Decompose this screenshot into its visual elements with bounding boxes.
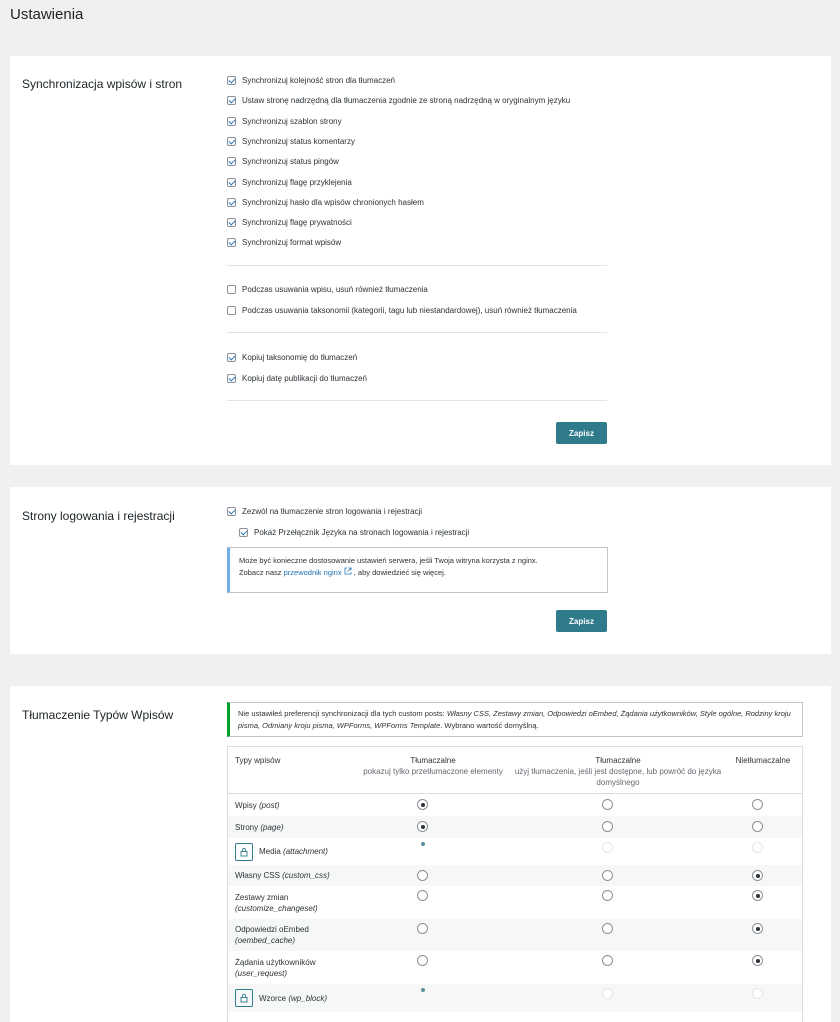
sync-option-checkbox[interactable] bbox=[227, 374, 367, 383]
translation-mode-radio[interactable] bbox=[752, 821, 763, 832]
separator bbox=[227, 332, 607, 333]
translation-mode-radio[interactable] bbox=[602, 799, 613, 810]
checkbox-label: Kopiuj datę publikacji do tłumaczeń bbox=[242, 374, 367, 383]
separator bbox=[227, 400, 607, 401]
disabled-radio bbox=[602, 842, 613, 853]
sync-option-checkbox[interactable] bbox=[227, 96, 570, 105]
post-type-label bbox=[235, 800, 279, 811]
translation-mode-radio[interactable] bbox=[752, 923, 763, 934]
lock-icon[interactable] bbox=[235, 989, 253, 1007]
checkbox-box[interactable] bbox=[227, 178, 236, 187]
post-type-name: Własny CSS bbox=[235, 871, 280, 880]
post-type-name: Wpisy bbox=[235, 800, 257, 810]
translation-mode-radio[interactable] bbox=[417, 821, 428, 832]
sync-preferences-notice bbox=[227, 702, 803, 737]
show-switcher-checkbox[interactable] bbox=[239, 528, 469, 537]
login-panel bbox=[10, 487, 831, 654]
checkbox-label: Synchronizuj szablon strony bbox=[242, 116, 342, 126]
post-type-slug: (customize_changeset) bbox=[235, 903, 318, 913]
translation-mode-radio[interactable] bbox=[417, 870, 428, 881]
post-type-label bbox=[235, 822, 283, 833]
table-row bbox=[228, 816, 803, 838]
external-link-icon bbox=[344, 568, 354, 577]
checkbox-box[interactable] bbox=[227, 285, 236, 294]
table-header bbox=[228, 747, 803, 794]
table-row bbox=[228, 951, 803, 984]
notice-prefix: Zobacz nasz bbox=[239, 568, 282, 577]
post-type-slug: (custom_css) bbox=[282, 871, 330, 880]
table-row bbox=[228, 838, 803, 865]
post-type-name: Odpowiedzi oEmbed bbox=[235, 925, 309, 934]
login-save-button[interactable]: Zapisz bbox=[556, 610, 607, 632]
sync-option-checkbox[interactable] bbox=[227, 117, 342, 126]
post-type-label bbox=[235, 870, 330, 881]
translation-mode-radio[interactable] bbox=[602, 955, 613, 966]
translation-mode-radio[interactable] bbox=[752, 955, 763, 966]
checkbox-label: Synchronizuj status pingów bbox=[242, 157, 339, 167]
translation-mode-radio[interactable] bbox=[752, 890, 763, 901]
sync-save-button[interactable]: Zapisz bbox=[556, 422, 607, 444]
col-title: Tłumaczalne bbox=[410, 756, 456, 765]
translation-mode-radio[interactable] bbox=[602, 821, 613, 832]
col-not-translatable: Nietłumaczalne bbox=[735, 756, 791, 765]
checkbox-box[interactable] bbox=[227, 198, 236, 207]
post-types-panel-title: Tłumaczenie Typów Wpisów bbox=[22, 708, 174, 722]
table-row bbox=[228, 919, 803, 951]
post-type-slug: (wp_block) bbox=[288, 993, 328, 1003]
translation-mode-radio[interactable] bbox=[752, 799, 763, 810]
nginx-notice bbox=[227, 547, 608, 593]
checkbox-label: Podczas usuwania taksonomii (kategorii, tagu lub niestandardowej), usuń również tłumaczenia bbox=[242, 306, 577, 315]
disabled-radio bbox=[752, 842, 763, 853]
table-row bbox=[228, 865, 803, 886]
post-type-name: Żądania użytkowników bbox=[235, 957, 316, 967]
separator bbox=[227, 265, 607, 266]
locked-selection-dot bbox=[421, 842, 425, 846]
translation-mode-radio[interactable] bbox=[752, 870, 763, 881]
post-type-slug: (user_request) bbox=[235, 968, 288, 978]
sync-option-checkbox[interactable] bbox=[227, 76, 395, 85]
post-type-name: Zestawy zmian bbox=[235, 892, 289, 902]
post-type-label bbox=[235, 924, 309, 946]
notice-post-list: Własny CSS, Zestawy zmian, Odpowiedzi oEmbed, Żądania użytkowników, Style ogólne, Rodziny kroju pisma, Odmiany kroju pisma, WPForms, WPForms Template bbox=[238, 709, 791, 730]
disabled-radio bbox=[752, 988, 763, 999]
sync-option-checkbox[interactable] bbox=[227, 238, 341, 247]
nginx-guide-link[interactable]: przewodnik nginx bbox=[283, 568, 342, 577]
col-post-types: Typy wpisów bbox=[235, 756, 281, 765]
checkbox-box[interactable] bbox=[227, 353, 236, 362]
sync-panel bbox=[10, 56, 831, 465]
table-row bbox=[228, 886, 803, 919]
translation-mode-radio[interactable] bbox=[417, 923, 428, 934]
checkbox-label: Zezwól na tłumaczenie stron logowania i rejestracji bbox=[242, 507, 423, 516]
checkbox-label: Synchronizuj format wpisów bbox=[242, 238, 342, 248]
post-type-label bbox=[259, 993, 327, 1004]
post-type-label bbox=[235, 957, 315, 979]
checkbox-label: Synchronizuj kolejność stron dla tłumaczeń bbox=[242, 76, 395, 85]
sync-option-checkbox[interactable] bbox=[227, 137, 355, 146]
notice-suffix: . Wybrano wartość domyślną. bbox=[440, 721, 539, 730]
post-type-name: Media bbox=[259, 847, 281, 856]
checkbox-label: Pokaż Przełącznik Języka na stronach logowania i rejestracji bbox=[254, 528, 470, 537]
checkbox-box[interactable] bbox=[227, 374, 236, 383]
col-title: Tłumaczalne bbox=[595, 756, 641, 765]
checkbox-box[interactable] bbox=[227, 507, 236, 516]
checkbox-box[interactable] bbox=[227, 218, 236, 227]
sync-option-checkbox[interactable] bbox=[227, 178, 352, 187]
post-type-name: Strony bbox=[235, 822, 259, 832]
translation-mode-radio[interactable] bbox=[417, 890, 428, 901]
post-type-label bbox=[235, 892, 318, 914]
translation-mode-radio[interactable] bbox=[602, 890, 613, 901]
login-panel-title: Strony logowania i rejestracji bbox=[22, 509, 175, 523]
sync-option-checkbox[interactable] bbox=[227, 198, 424, 207]
checkbox-box[interactable] bbox=[227, 137, 236, 146]
col-desc: pokazuj tylko przetłumaczone elementy bbox=[363, 767, 503, 776]
notice-line bbox=[239, 567, 598, 579]
translation-mode-radio[interactable] bbox=[602, 923, 613, 934]
checkbox-box[interactable] bbox=[227, 117, 236, 126]
checkbox-box[interactable] bbox=[227, 76, 236, 85]
locked-selection-dot bbox=[421, 988, 425, 992]
allow-login-translation-checkbox[interactable] bbox=[227, 507, 422, 516]
checkbox-label: Synchronizuj flagę przyklejenia bbox=[242, 177, 352, 187]
notice-suffix: , aby dowiedzieć się więcej. bbox=[353, 568, 446, 577]
checkbox-box[interactable] bbox=[227, 157, 236, 166]
translation-mode-radio[interactable] bbox=[417, 799, 428, 810]
sync-option-checkbox[interactable] bbox=[227, 353, 357, 362]
post-type-slug: (attachment) bbox=[283, 847, 328, 856]
sync-option-checkbox[interactable] bbox=[227, 157, 339, 166]
checkbox-label: Kopiuj taksonomię do tłumaczeń bbox=[242, 353, 358, 362]
lock-icon[interactable] bbox=[235, 843, 253, 861]
notice-line: Może być konieczne dostosowanie ustawień serwera, jeśli Twoja witryna korzysta z nginx. bbox=[239, 556, 538, 565]
translation-mode-radio[interactable] bbox=[602, 870, 613, 881]
checkbox-box[interactable] bbox=[239, 528, 248, 537]
sync-option-checkbox[interactable] bbox=[227, 218, 352, 227]
post-type-label bbox=[259, 846, 328, 857]
checkbox-label: Podczas usuwania wpisu, usuń również tłumaczenia bbox=[242, 285, 428, 294]
checkbox-box[interactable] bbox=[227, 306, 236, 315]
checkbox-label: Ustaw stronę nadrzędną dla tłumaczenia zgodnie ze stroną nadrzędną w oryginalnym języku bbox=[242, 96, 571, 106]
checkbox-label: Synchronizuj hasło dla wpisów chronionych hasłem bbox=[242, 197, 424, 207]
post-type-slug: (oembed_cache) bbox=[235, 936, 296, 945]
checkbox-label: Synchronizuj flagę prywatności bbox=[242, 218, 352, 228]
table-row bbox=[228, 984, 803, 1012]
sync-option-checkbox[interactable] bbox=[227, 306, 577, 315]
post-type-name: Wzorce bbox=[259, 993, 287, 1003]
post-types-panel bbox=[10, 686, 831, 1022]
post-types-table bbox=[227, 746, 803, 1022]
col-translatable-only bbox=[358, 755, 508, 777]
post-type-slug: (page) bbox=[260, 822, 284, 832]
disabled-radio bbox=[602, 988, 613, 999]
sync-option-checkbox[interactable] bbox=[227, 285, 428, 294]
col-desc: użyj tłumaczenia, jeśli jest dostępne, lub powróć do języka domyślnego bbox=[514, 767, 722, 787]
checkbox-box[interactable] bbox=[227, 96, 236, 105]
col-translatable-fallback bbox=[513, 755, 723, 788]
checkbox-label: Synchronizuj status komentarzy bbox=[242, 136, 355, 146]
checkbox-box[interactable] bbox=[227, 238, 236, 247]
notice-prefix: Nie ustawiłeś preferencji synchronizacji dla tych custom posts: bbox=[238, 709, 445, 718]
post-type-slug: (post) bbox=[259, 800, 280, 810]
sync-panel-title: Synchronizacja wpisów i stron bbox=[22, 77, 183, 91]
table-row bbox=[228, 794, 803, 816]
translation-mode-radio[interactable] bbox=[417, 955, 428, 966]
page-title: Ustawienia bbox=[10, 6, 84, 23]
